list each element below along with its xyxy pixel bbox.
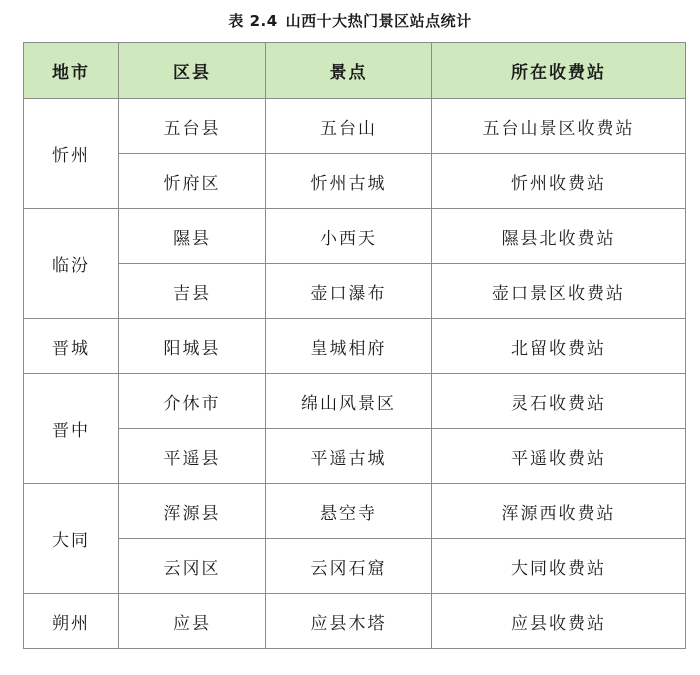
cell-county: 阳城县 [119, 319, 266, 374]
header-city: 地市 [24, 43, 119, 99]
cell-city: 晋城 [24, 319, 119, 374]
cell-scenic-spot: 壶口瀑布 [266, 264, 432, 319]
cell-county: 浑源县 [119, 484, 266, 539]
cell-county: 忻府区 [119, 154, 266, 209]
cell-scenic-spot: 绵山风景区 [266, 374, 432, 429]
cell-toll-station: 忻州收费站 [432, 154, 686, 209]
cell-county: 平遥县 [119, 429, 266, 484]
cell-toll-station: 浑源西收费站 [432, 484, 686, 539]
cell-city: 大同 [24, 484, 119, 594]
cell-county: 云冈区 [119, 539, 266, 594]
header-toll-station: 所在收费站 [432, 43, 686, 99]
header-scenic-spot: 景点 [266, 43, 432, 99]
cell-scenic-spot: 忻州古城 [266, 154, 432, 209]
table-body [24, 99, 686, 649]
table-row [24, 374, 686, 429]
cell-scenic-spot: 悬空寺 [266, 484, 432, 539]
table-row [24, 154, 686, 209]
table-caption [0, 10, 700, 31]
header-row [24, 43, 686, 99]
cell-county: 应县 [119, 594, 266, 649]
table-row [24, 539, 686, 594]
cell-toll-station: 隰县北收费站 [432, 209, 686, 264]
cell-city: 朔州 [24, 594, 119, 649]
cell-toll-station: 五台山景区收费站 [432, 99, 686, 154]
cell-scenic-spot: 小西天 [266, 209, 432, 264]
cell-scenic-spot: 应县木塔 [266, 594, 432, 649]
cell-scenic-spot: 皇城相府 [266, 319, 432, 374]
cell-city: 临汾 [24, 209, 119, 319]
cell-county: 五台县 [119, 99, 266, 154]
cell-toll-station: 应县收费站 [432, 594, 686, 649]
table-row [24, 594, 686, 649]
cell-toll-station: 灵石收费站 [432, 374, 686, 429]
table-row [24, 99, 686, 154]
cell-county: 介休市 [119, 374, 266, 429]
cell-scenic-spot: 平遥古城 [266, 429, 432, 484]
cell-scenic-spot: 五台山 [266, 99, 432, 154]
cell-city: 忻州 [24, 99, 119, 209]
cell-scenic-spot: 云冈石窟 [266, 539, 432, 594]
table-header [24, 43, 686, 99]
cell-toll-station: 平遥收费站 [432, 429, 686, 484]
scenic-stations-table [23, 42, 686, 649]
cell-toll-station: 北留收费站 [432, 319, 686, 374]
table-title: 山西十大热门景区站点统计 [285, 12, 472, 30]
table-row [24, 264, 686, 319]
cell-toll-station: 大同收费站 [432, 539, 686, 594]
header-county: 区县 [119, 43, 266, 99]
cell-city: 晋中 [24, 374, 119, 484]
cell-toll-station: 壶口景区收费站 [432, 264, 686, 319]
cell-county: 隰县 [119, 209, 266, 264]
cell-county: 吉县 [119, 264, 266, 319]
table-row [24, 209, 686, 264]
table-row [24, 484, 686, 539]
table-row [24, 319, 686, 374]
table-number: 表 2.4 [228, 12, 278, 30]
table-row [24, 429, 686, 484]
